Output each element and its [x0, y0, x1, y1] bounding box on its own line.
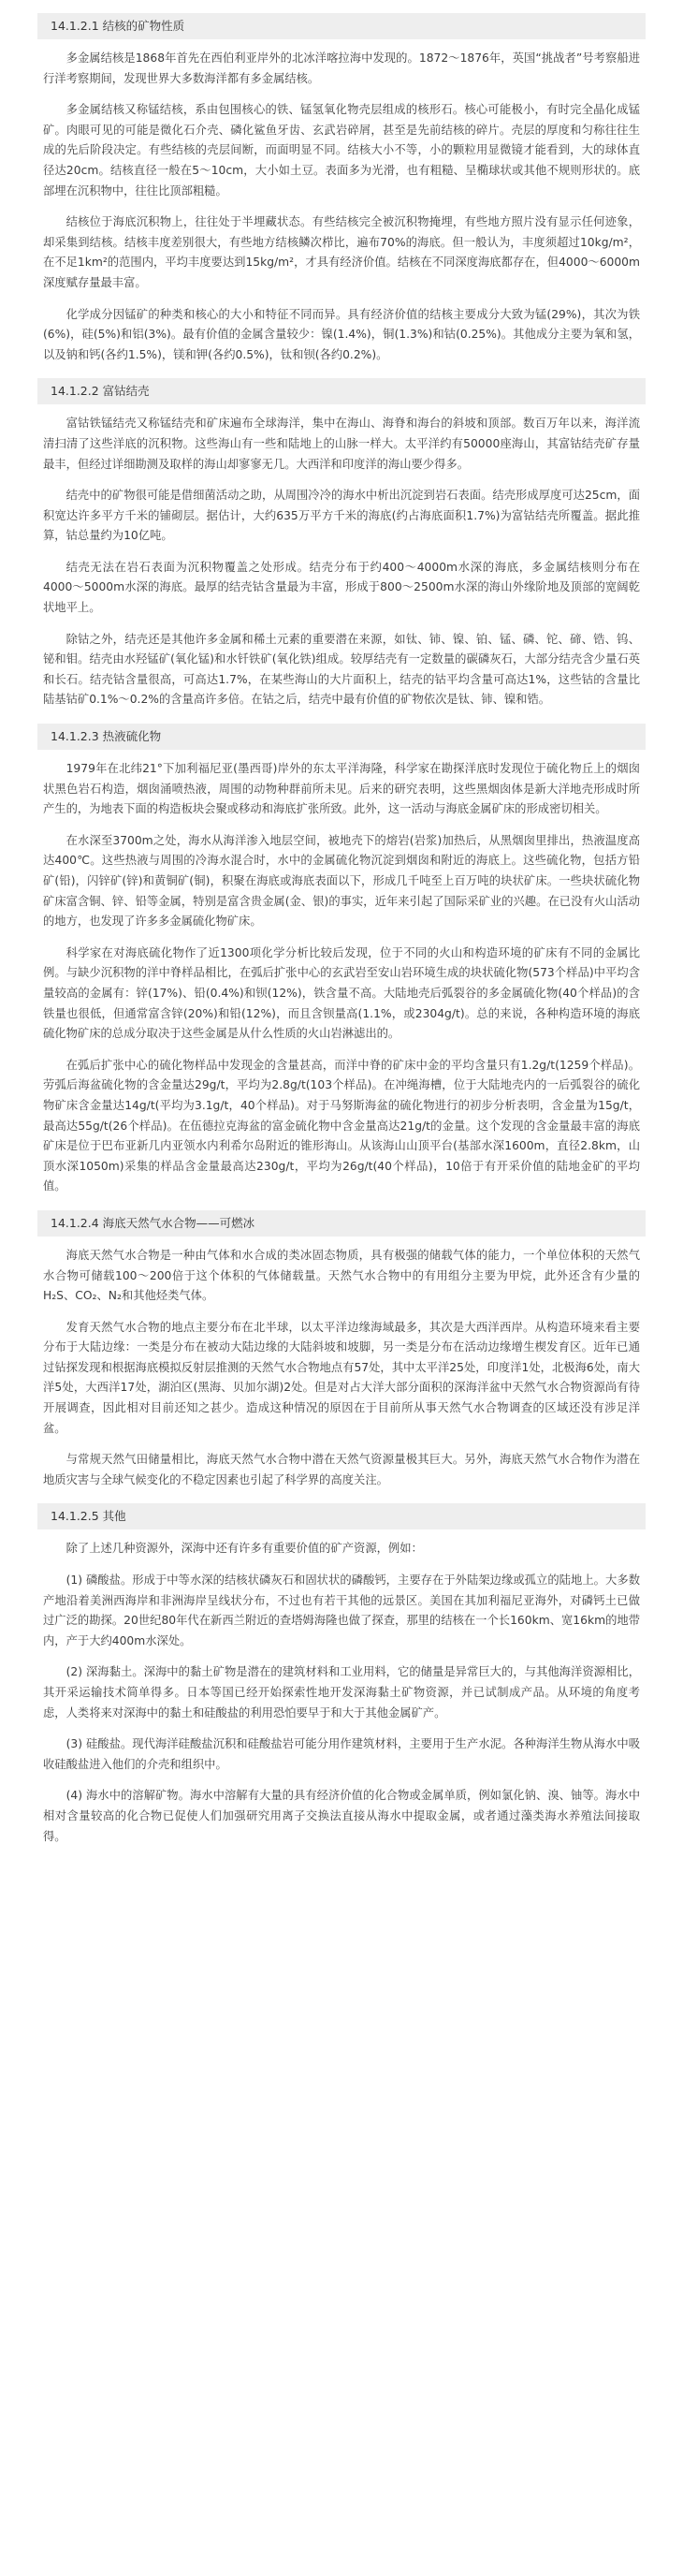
paragraph: 化学成分因锰矿的种类和核心的大小和特征不同而异。具有经济价值的结核主要成分大致为锰(29%)，其次为铁(6%)，硅(5%)和铝(3%)。最有价值的金属含量较少：镍(1.4%)，铜(1.3%)和钴(0.25%)。其他成分主要为氧和氢，以及钠和钙(各约1.5%)，镁和钾(各约0.5%)，钛和钡(各约0.2%)。 [43, 307, 640, 361]
paragraph: 与常规天然气田储量相比，海底天然气水合物中潜在天然气资源量极其巨大。另外，海底天然气水合物作为潜在地质灾害与全球气候变化的不稳定因素也引起了科学界的高度关注。 [43, 1453, 640, 1486]
paragraph: 海底天然气水合物是一种由气体和水合成的类冰固态物质，具有极强的储载气体的能力，一个单位体积的天然气水合物可储载100～200倍于这个体积的气体储载量。天然气水合物中的有用组分主要为甲烷，此外还含有少量的H₂S、CO₂、N₂和其他烃类气体。 [43, 1248, 640, 1303]
paragraph: 除了上述几种资源外，深海中还有许多有重要价值的矿产资源，例如： [65, 1542, 423, 1556]
section-heading: 14.1.2.4 海底天然气水合物——可燃冰 [37, 1210, 646, 1237]
paragraph: 1979年在北纬21°下加利福尼亚(墨西哥)岸外的东太平洋海隆，科学家在勘探洋底时发现位于硫化物丘上的烟囱状黑色岩石构造，烟囱涌喷热液，周围的动物种群前所未见。后来的研究表明，这些黑烟囱体是新大洋地壳形成时所产生的，为地表下面的构造板块会聚或移动和海底扩张所致。此外，这一活动与海底金属矿床的形成密切相关。 [43, 762, 640, 816]
paragraph: 富钴铁锰结壳又称锰结壳和矿床遍布全球海洋，集中在海山、海脊和海台的斜坡和顶部。数百万年以来，海洋流清扫清了这些洋底的沉积物。这些海山有一些和陆地上的山脉一样大。太平洋约有50000座海山，其富钴结壳矿存量最丰，但经过详细勘测及取样的海山却寥寥无几。大西洋和印度洋的海山要少得多。 [43, 417, 640, 471]
list-item-deep-sea-clay: (2) 深海黏土。深海中的黏土矿物是潜在的建筑材料和工业用料，它的储量是异常巨大的，与其他海洋资源相比，其开采运输技术简单得多。日本等国已经开始探索性地开发深海黏土矿物资源，并已试制成产品。从环境的角度考虑，人类将来对深海中的黏土和硅酸盐的利用恐怕要早于和大于其他金属矿产。 [43, 1665, 640, 1720]
section-heading: 14.1.2.1 结核的矿物性质 [37, 13, 646, 39]
section-heading: 14.1.2.3 热液硫化物 [37, 724, 646, 750]
paragraph: 发育天然气水合物的地点主要分布在北半球，以太平洋边缘海域最多，其次是大西洋西岸。从构造环境来看主要分布于大陆边缘：一类是分布在被动大陆边缘的大陆斜坡和坡脚，另一类是分布在活动边缘增生楔发育区。近年已通过钻探发现和根据海底模拟反射层推测的天然气水合物地点有57处，其中太平洋25处，印度洋1处，北极海6处，南大洋5处，大西洋17处，湖泊区(黑海、贝加尔湖)2处。但是对占大洋大部分面积的深海洋盆中天然气水合物资源尚有待开展调查，因此相对目前还知之甚少。造成这种情况的原因在于目前所从事天然气水合物调查的区域还没有涉足洋盆。 [43, 1320, 640, 1435]
paragraph: 多金属结核是1868年首先在西伯利亚岸外的北冰洋喀拉海中发现的。1872～1876年，英国“挑战者”号考察船进行洋考察期间，发现世界大多数海洋都有多金属结核。 [43, 51, 640, 85]
paragraph: 结核位于海底沉积物上，往往处于半埋藏状态。有些结核完全被沉积物掩埋，有些地方照片没有显示任何迹象，却采集到结核。结核丰度差别很大，有些地方结核鳞次栉比，遍布70%的海底。但一般认为，丰度须超过10kg/m²，在不足1km²的范围内，平均丰度要达到15kg/m²，才具有经济价值。结核在不同深度海底都存在，但4000～6000m深度赋存量最丰富。 [43, 215, 640, 289]
paragraph: 除钴之外，结壳还是其他许多金属和稀土元素的重要潜在来源，如钛、铈、镍、铂、锰、磷、铊、碲、锆、钨、铋和钼。结壳由水羟锰矿(氧化锰)和水钎铁矿(氧化铁)组成。较厚结壳有一定数量的碳磷灰石，大部分结壳含少量石英和长石。结壳钴含量很高，可高达1.7%，在某些海山的大片面积上，结壳的钴平均含量可高达1%，这些钴的含量比陆基钴矿0.1%～0.2%的含量高许多倍。在钴之后，结壳中最有价值的矿物依次是钛、铈、镍和锆。 [43, 632, 640, 707]
list-item-dissolved-minerals: (4) 海水中的溶解矿物。海水中溶解有大量的具有经济价值的化合物或金属单质，例如氯化钠、溴、铀等。海水中相对含量较高的化合物已促使人们加强研究用离子交换法直接从海水中提取金属，或者通过藻类海水养殖法间接取得。 [43, 1789, 640, 1843]
paragraph: 多金属结核又称锰结核，系由包围核心的铁、锰氢氧化物壳层组成的核形石。核心可能极小，有时完全晶化成锰矿。肉眼可见的可能是微化石介壳、磷化鲨鱼牙齿、玄武岩碎屑，甚至是先前结核的碎片。壳层的厚度和匀称往往生成的先后阶段决定。有些结核的壳层间断，而面明显不同。结核大小不等，小的颗粒用显微镜才能看到，大的球体直径达20cm。结核直径一般在5～10cm，大小如土豆。表面多为光滑，也有粗糙、呈椭球状或其他不规则形状的。底部埋在沉积物中，往往比顶部粗糙。 [43, 103, 640, 198]
section-hydrothermal-sulfides [37, 724, 646, 1197]
section-cobalt-crust [37, 378, 646, 710]
paragraph: 在水深至3700m之处，海水从海洋渗入地层空间，被地壳下的熔岩(岩浆)加热后，从黑烟囱里排出，热液温度高达400℃。这些热液与周围的冷海水混合时，水中的金属硫化物沉淀到烟囱和附近的海底上。这些硫化物，包括方铅矿(铅)，闪锌矿(锌)和黄铜矿(铜)，积聚在海底或海底表面以下，形成几千吨至上百万吨的块状矿床。一些块状硫化物矿床富含铜、锌、铅等金属，特别是富含贵金属(金、银)的事实，近年来引起了国际采矿业的兴趣。在已没有火山活动的地方，也发现了许多多金属硫化物矿床。 [43, 833, 640, 929]
paragraph: 结壳中的矿物很可能是借细菌活动之助，从周围冷冷的海水中析出沉淀到岩石表面。结壳形成厚度可达25cm，面积宽达许多平方千米的铺砌层。据估计，大约635万平方千米的海底(约占海底面积1.7%)为富钴结壳所覆盖。据此推算，钴总量约为10亿吨。 [43, 489, 640, 543]
section-mineral-properties [37, 13, 646, 365]
section-other-resources [37, 1503, 646, 1847]
list-item-silicate: (3) 硅酸盐。现代海洋硅酸盐沉积和硅酸盐岩可能分用作建筑材料，主要用于生产水泥。各种海洋生物从海水中吸收硅酸盐进入他们的介壳和组织中。 [43, 1737, 640, 1771]
list-item-phosphate: (1) 磷酸盐。形成于中等水深的结核状磷灰石和固状状的磷酸钙，主要存在于外陆架边缘或孤立的陆地上。大多数产地沿着美洲西海岸和非洲海岸呈线状分布，不过也有若干其他的远景区。美国在其加利福尼亚海外，对磷钙土已做过广泛的勘探。20世纪80年代在新西兰附近的查塔姆海隆也做了探查，那里的结核在一个长160km、宽16km的地带内，产于大约400m水深处。 [43, 1573, 640, 1647]
section-gas-hydrate [37, 1210, 646, 1491]
section-heading: 14.1.2.5 其他 [37, 1503, 646, 1530]
paragraph: 在弧后扩张中心的硫化物样品中发现金的含量甚高，而洋中脊的矿床中金的平均含量只有1.2g/t(1259个样品)。劳弧后海盆硫化物的含金量达29g/t，平均为2.8g/t(103个样品)。在冲绳海槽，位于大陆地壳内的一后弧裂谷的硫化物矿床含金量达14g/t(平均为3.1g/t，40个样品)。对于马努斯海盆的硫化物进行的初步分析表明，含金量为15g/t，最高达55g/t(26个样品)。在伍德拉克海盆的富金硫化物中含金量高达21g/t的金量。这个发现的含金量最丰富的海底矿床是位于巴布亚新几内亚领水内利希尔岛附近的锥形海山。从该海山山顶平台(基部水深1600m，直径2.8km，山顶水深1050m)采集的样品含金量最高达230g/t，平均为26g/t(40个样品)，10倍于有开采价值的陆地金矿的平均值。 [43, 1058, 640, 1193]
section-heading: 14.1.2.2 富钴结壳 [37, 378, 646, 404]
paragraph: 结壳无法在岩石表面为沉积物覆盖之处形成。结壳分布于约400～4000m水深的海底，多金属结核则分布在4000～5000m水深的海底。最厚的结壳钴含量最为丰富，形成于800～2500m水深的海山外缘阶地及顶部的宽阔乾状地平上。 [43, 560, 640, 615]
paragraph: 科学家在对海底硫化物作了近1300项化学分析比较后发现，位于不同的火山和构造环境的矿床有不同的金属比例。与缺少沉积物的洋中脊样品相比，在弧后扩张中心的玄武岩至安山岩环境生成的块状硫化物(573个样品)中平均含量较高的金属有：锌(17%)、铅(0.4%)和钡(12%)，铁含量不高。大陆地壳后弧裂谷的多金属硫化物(40个样品)的含铁量也很低，但通常富含锌(20%)和铅(12%)，而且含钡量高(1.1%，或2304g/t)。总的来说，各种构造环境的海底硫化物矿床的总成分取决于这些金属是从什么性质的火山岩淋滤出的。 [43, 945, 640, 1041]
